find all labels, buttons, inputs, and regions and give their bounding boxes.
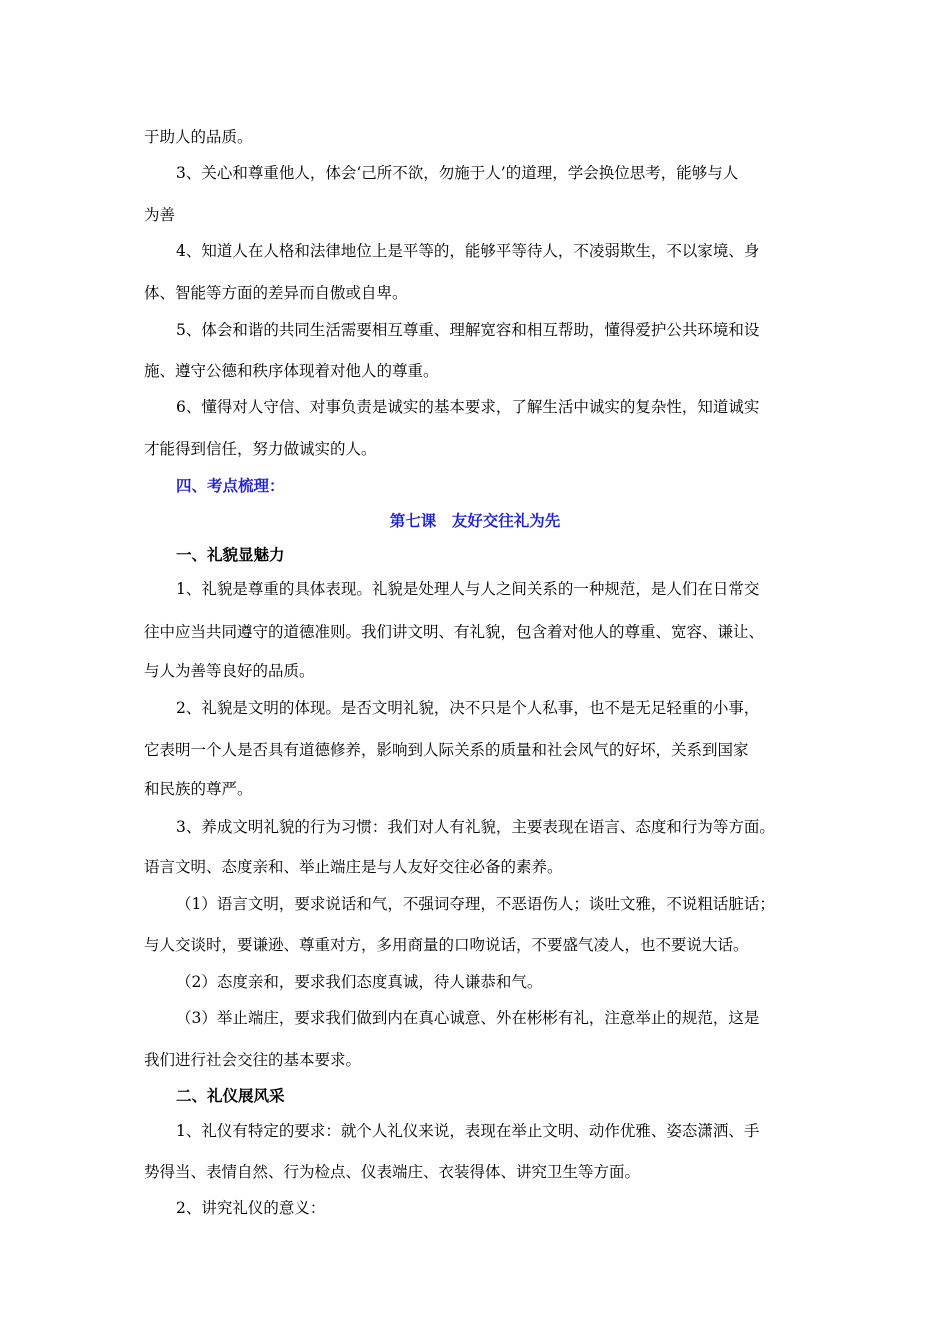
text-line: 它表明一个人是否具有道德修养，影响到人际关系的质量和社会风气的好坏，关系到国家	[144, 741, 749, 759]
text-line: 语言文明、态度亲和、举止端庄是与人友好交往必备的素养。	[144, 858, 563, 876]
section-heading: 四、考点梳理：	[176, 476, 285, 495]
text-line: 2、讲究礼仪的意义：	[176, 1199, 326, 1217]
text-line: 体、智能等方面的差异而自傲或自卑。	[144, 284, 408, 302]
subsection-heading: 二、礼仪展风采	[176, 1086, 285, 1105]
text-line: 6、懂得对人守信、对事负责是诚实的基本要求，了解生活中诚实的复杂性，知道诚实	[176, 398, 760, 416]
text-line: 与人交谈时，要谦逊、尊重对方，多用商量的口吻说话，不要盛气凌人，也不要说大话。	[144, 936, 749, 954]
text-line: 才能得到信任，努力做诚实的人。	[144, 440, 377, 458]
text-line: 2、礼貌是文明的体现。是否文明礼貌，决不只是个人私事，也不是无足轻重的小事，	[176, 699, 760, 717]
text-line: （3）举止端庄，要求我们做到内在真心诚意、外在彬彬有礼，注意举止的规范，这是	[176, 1009, 760, 1027]
text-line: 和民族的尊严。	[144, 780, 253, 798]
text-line: 1、礼貌是尊重的具体表现。礼貌是处理人与人之间关系的一种规范，是人们在日常交	[176, 580, 760, 598]
text-line: （2）态度亲和，要求我们态度真诚，待人谦恭和气。	[176, 973, 543, 991]
text-line: （1）语言文明，要求说话和气，不强词夺理，不恶语伤人；谈吐文雅，不说粗话脏话；	[176, 895, 775, 913]
text-line: 势得当、表情自然、行为检点、仪表端庄、衣装得体、讲究卫生等方面。	[144, 1163, 641, 1181]
text-line: 于助人的品质。	[144, 128, 253, 146]
lesson-title: 第七课 友好交往礼为先	[389, 511, 561, 530]
text-line: 我们进行社会交往的基本要求。	[144, 1051, 362, 1069]
text-line: 为善	[144, 206, 176, 224]
text-line: 5、体会和谐的共同生活需要相互尊重、理解宽容和相互帮助，懂得爱护公共环境和设	[176, 321, 760, 339]
text-line: 往中应当共同遵守的道德准则。我们讲文明、有礼貌，包含着对他人的尊重、宽容、谦让、	[144, 623, 765, 641]
text-line: 施、遵守公德和秩序体现着对他人的尊重。	[144, 362, 439, 380]
subsection-heading: 一、礼貌显魅力	[176, 545, 285, 564]
text-line: 3、关心和尊重他人，体会‘己所不欲，勿施于人’的道理，学会换位思考，能够与人	[176, 164, 739, 182]
text-line: 1、礼仪有特定的要求：就个人礼仪来说，表现在举止文明、动作优雅、姿态潇洒、手	[176, 1122, 760, 1140]
text-line: 4、知道人在人格和法律地位上是平等的，能够平等待人，不凌弱欺生，不以家境、身	[176, 242, 760, 260]
text-line: 与人为善等良好的品质。	[144, 662, 315, 680]
text-line: 3、养成文明礼貌的行为习惯：我们对人有礼貌，主要表现在语言、态度和行为等方面。	[176, 818, 775, 836]
